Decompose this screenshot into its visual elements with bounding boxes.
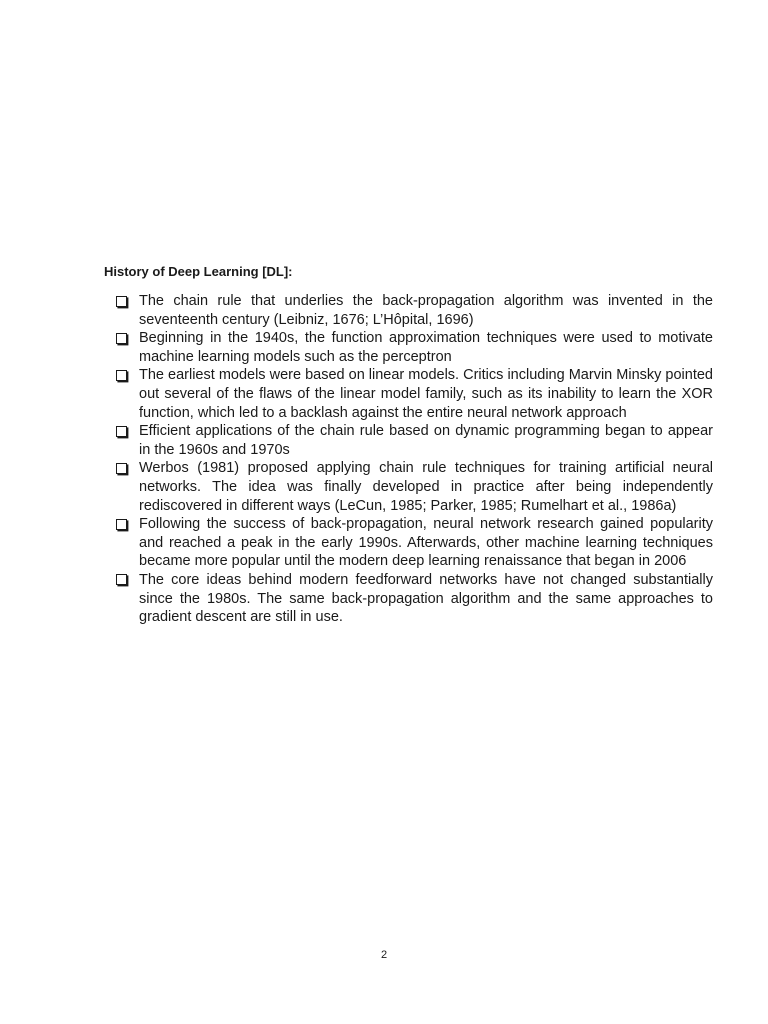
list-item-text: The chain rule that underlies the back-propagation algorithm was invented in the seventeenth century (Leibniz, 1676; L’Hôpital, 1696)	[139, 293, 713, 328]
checkbox-square-icon	[116, 426, 127, 437]
list-item	[116, 329, 713, 366]
list-item	[116, 366, 713, 422]
checkbox-square-icon	[116, 296, 127, 307]
list-item	[116, 459, 713, 515]
list-item	[116, 292, 713, 329]
list-item-text: The core ideas behind modern feedforward networks have not changed substantially since the 1980s. The same back-propagation algorithm and the same approaches to gradient descent are still in use.	[139, 571, 713, 626]
list-item-text: Following the success of back-propagation, neural network research gained popularity and reached a peak in the early 1990s. Afterwards, other machine learning techniques became more popular until the modern deep learning renaissance that began in 2006	[139, 516, 713, 570]
page-number: 2	[380, 949, 388, 961]
list-item-text: The earliest models were based on linear models. Critics including Marvin Minsky pointed out several of the flaws of the linear model family, such as its inability to learn the XOR function, which led to a backlash against the entire neural network approach	[139, 367, 713, 421]
checkbox-square-icon	[116, 333, 127, 344]
history-bullet-list	[116, 292, 713, 627]
list-item-text: Efficient applications of the chain rule based on dynamic programming began to appear in the 1960s and 1970s	[139, 423, 713, 458]
checkbox-square-icon	[116, 370, 127, 381]
checkbox-square-icon	[116, 519, 127, 530]
list-item	[116, 422, 713, 459]
list-item-text: Beginning in the 1940s, the function approximation techniques were used to motivate machine learning models such as the perceptron	[139, 330, 713, 365]
checkbox-square-icon	[116, 574, 127, 585]
checkbox-square-icon	[116, 463, 127, 474]
list-item	[116, 515, 713, 571]
section-heading: History of Deep Learning [DL]:	[104, 264, 293, 279]
list-item	[116, 571, 713, 627]
list-item-text: Werbos (1981) proposed applying chain rule techniques for training artificial neural networks. The idea was finally developed in practice after being independently rediscovered in different ways (LeCun, 1985; Parker, 1985; Rumelhart et al., 1986a)	[139, 460, 713, 514]
